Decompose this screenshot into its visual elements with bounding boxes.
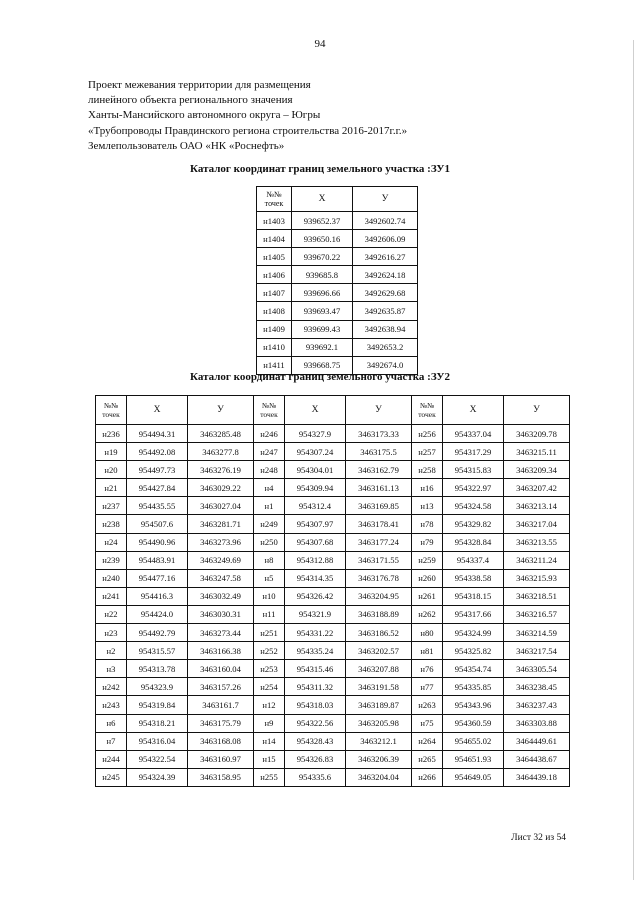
header-line: Проект межевания территории для размещения <box>88 79 311 91</box>
y-cell: 3463217.04 <box>504 515 570 533</box>
y-cell: 3463168.08 <box>188 732 254 750</box>
point-id-cell: н15 <box>254 750 285 768</box>
x-cell: 954328.43 <box>285 732 346 750</box>
x-cell: 954337.04 <box>443 425 504 443</box>
point-id-cell: н265 <box>412 750 443 768</box>
col-header-x: Х <box>292 187 353 212</box>
y-cell: 3463166.38 <box>188 642 254 660</box>
col-header-point-line2: точек <box>418 410 436 419</box>
point-id-cell: н76 <box>412 660 443 678</box>
y-cell: 3463214.59 <box>504 624 570 642</box>
y-cell: 3464449.61 <box>504 732 570 750</box>
point-id-cell: н78 <box>412 515 443 533</box>
x-cell: 954427.84 <box>127 479 188 497</box>
point-id-cell: н21 <box>96 479 127 497</box>
y-cell: 3463281.71 <box>188 515 254 533</box>
x-cell: 954326.83 <box>285 750 346 768</box>
y-cell: 3463213.55 <box>504 533 570 551</box>
x-cell: 954307.68 <box>285 533 346 551</box>
point-id-cell: н1404 <box>257 230 292 248</box>
point-id-cell: н247 <box>254 443 285 461</box>
point-id-cell: н1 <box>254 497 285 515</box>
y-cell: 3463186.52 <box>346 624 412 642</box>
table-row <box>96 551 570 569</box>
y-cell: 3463213.14 <box>504 497 570 515</box>
table-row <box>96 515 570 533</box>
y-cell: 3463161.7 <box>188 696 254 714</box>
y-cell: 3463175.79 <box>188 714 254 732</box>
table-header-row <box>96 396 570 425</box>
x-cell: 954318.03 <box>285 696 346 714</box>
table-row <box>257 302 418 320</box>
col-header-x: Х <box>285 396 346 425</box>
x-cell: 954315.46 <box>285 660 346 678</box>
y-cell: 3463202.57 <box>346 642 412 660</box>
y-cell: 3463191.58 <box>346 678 412 696</box>
y-cell: 3463209.34 <box>504 461 570 479</box>
y-cell: 3463173.33 <box>346 425 412 443</box>
x-cell: 954360.59 <box>443 714 504 732</box>
point-id-cell: н262 <box>412 605 443 623</box>
sheet-counter: Лист 32 из 54 <box>511 833 566 843</box>
document-header <box>88 78 407 154</box>
y-cell: 3463030.31 <box>188 605 254 623</box>
y-cell: 3463161.13 <box>346 479 412 497</box>
y-cell: 3463169.85 <box>346 497 412 515</box>
x-cell: 954490.96 <box>127 533 188 551</box>
point-id-cell: н250 <box>254 533 285 551</box>
table-row <box>96 443 570 461</box>
table-row <box>96 461 570 479</box>
table-row <box>257 338 418 356</box>
point-id-cell: н2 <box>96 642 127 660</box>
point-id-cell: н81 <box>412 642 443 660</box>
x-cell: 954329.82 <box>443 515 504 533</box>
y-cell: 3463032.49 <box>188 587 254 605</box>
x-cell: 954335.85 <box>443 678 504 696</box>
x-cell: 954424.0 <box>127 605 188 623</box>
point-id-cell: н79 <box>412 533 443 551</box>
point-id-cell: н10 <box>254 587 285 605</box>
col-header-x: Х <box>127 396 188 425</box>
y-cell: 3463249.69 <box>188 551 254 569</box>
point-id-cell: н245 <box>96 768 127 786</box>
point-id-cell: н75 <box>412 714 443 732</box>
table2-body <box>96 425 570 787</box>
y-cell: 3492602.74 <box>353 212 418 230</box>
y-cell: 3492624.18 <box>353 266 418 284</box>
table-row <box>96 587 570 605</box>
y-cell: 3463029.22 <box>188 479 254 497</box>
point-id-cell: н1403 <box>257 212 292 230</box>
y-cell: 3463237.43 <box>504 696 570 714</box>
point-id-cell: н263 <box>412 696 443 714</box>
point-id-cell: н6 <box>96 714 127 732</box>
point-id-cell: н254 <box>254 678 285 696</box>
table-row <box>257 320 418 338</box>
x-cell: 954343.96 <box>443 696 504 714</box>
point-id-cell: н7 <box>96 732 127 750</box>
point-id-cell: н16 <box>412 479 443 497</box>
table-row <box>96 624 570 642</box>
x-cell: 954317.29 <box>443 443 504 461</box>
x-cell: 954316.04 <box>127 732 188 750</box>
y-cell: 3463209.78 <box>504 425 570 443</box>
table-row <box>257 266 418 284</box>
header-line: линейного объекта регионального значения <box>88 94 293 107</box>
col-header-point-line2: точек <box>260 410 278 419</box>
point-id-cell: н1408 <box>257 302 292 320</box>
y-cell: 3464439.18 <box>504 768 570 786</box>
x-cell: 954324.39 <box>127 768 188 786</box>
x-cell: 954435.55 <box>127 497 188 515</box>
x-cell: 954309.94 <box>285 479 346 497</box>
y-cell: 3463160.97 <box>188 750 254 768</box>
point-id-cell: н23 <box>96 624 127 642</box>
y-cell: 3463205.98 <box>346 714 412 732</box>
x-cell: 954304.01 <box>285 461 346 479</box>
point-id-cell: н8 <box>254 551 285 569</box>
col-header-point-line2: точек <box>102 410 120 419</box>
y-cell: 3463273.44 <box>188 624 254 642</box>
y-cell: 3463212.1 <box>346 732 412 750</box>
x-cell: 939692.1 <box>292 338 353 356</box>
table-row <box>96 714 570 732</box>
point-id-cell: н259 <box>412 551 443 569</box>
x-cell: 939696.66 <box>292 284 353 302</box>
table-row <box>96 533 570 551</box>
col-header-y: У <box>353 187 418 212</box>
x-cell: 954477.16 <box>127 569 188 587</box>
point-id-cell: н14 <box>254 732 285 750</box>
x-cell: 954507.6 <box>127 515 188 533</box>
y-cell: 3463207.88 <box>346 660 412 678</box>
y-cell: 3463206.39 <box>346 750 412 768</box>
x-cell: 939693.47 <box>292 302 353 320</box>
table-row <box>96 750 570 768</box>
point-id-cell: н248 <box>254 461 285 479</box>
point-id-cell: н244 <box>96 750 127 768</box>
x-cell: 954319.84 <box>127 696 188 714</box>
table1-body <box>257 212 418 375</box>
table-row <box>96 678 570 696</box>
point-id-cell: н1409 <box>257 320 292 338</box>
point-id-cell: н260 <box>412 569 443 587</box>
y-cell: 3463276.19 <box>188 461 254 479</box>
col-header-y: У <box>504 396 570 425</box>
coordinates-table-zu1 <box>256 186 418 375</box>
y-cell: 3463216.57 <box>504 605 570 623</box>
point-id-cell: н22 <box>96 605 127 623</box>
x-cell: 954318.15 <box>443 587 504 605</box>
y-cell: 3464438.67 <box>504 750 570 768</box>
y-cell: 3463204.04 <box>346 768 412 786</box>
x-cell: 954324.58 <box>443 497 504 515</box>
y-cell: 3463204.95 <box>346 587 412 605</box>
point-id-cell: н255 <box>254 768 285 786</box>
point-id-cell: н1410 <box>257 338 292 356</box>
x-cell: 954492.79 <box>127 624 188 642</box>
table-row <box>96 425 570 443</box>
table-row <box>257 284 418 302</box>
x-cell: 954483.91 <box>127 551 188 569</box>
x-cell: 954328.84 <box>443 533 504 551</box>
x-cell: 954323.9 <box>127 678 188 696</box>
table-row <box>257 212 418 230</box>
col-header-point-line2: точек <box>264 199 284 208</box>
point-id-cell: н266 <box>412 768 443 786</box>
header-line: Ханты-Мансийского автономного округа – Югры <box>88 109 321 122</box>
x-cell: 954318.21 <box>127 714 188 732</box>
y-cell: 3463285.48 <box>188 425 254 443</box>
x-cell: 954338.58 <box>443 569 504 587</box>
table-row <box>96 479 570 497</box>
x-cell: 954327.9 <box>285 425 346 443</box>
x-cell: 954331.22 <box>285 624 346 642</box>
point-id-cell: н257 <box>412 443 443 461</box>
x-cell: 954315.83 <box>443 461 504 479</box>
table2-caption: Каталог координат границ земельного участка :ЗУ2 <box>190 371 450 383</box>
point-id-cell: н3 <box>96 660 127 678</box>
x-cell: 939652.37 <box>292 212 353 230</box>
table-row <box>96 696 570 714</box>
x-cell: 954655.02 <box>443 732 504 750</box>
table-row <box>257 248 418 266</box>
point-id-cell: н252 <box>254 642 285 660</box>
y-cell: 3463160.04 <box>188 660 254 678</box>
x-cell: 954321.9 <box>285 605 346 623</box>
point-id-cell: н1405 <box>257 248 292 266</box>
y-cell: 3492635.87 <box>353 302 418 320</box>
y-cell: 3492629.68 <box>353 284 418 302</box>
x-cell: 954494.31 <box>127 425 188 443</box>
x-cell: 954322.97 <box>443 479 504 497</box>
table-row <box>257 230 418 248</box>
x-cell: 954492.08 <box>127 443 188 461</box>
table-row <box>96 732 570 750</box>
y-cell: 3492653.2 <box>353 338 418 356</box>
point-id-cell: н12 <box>254 696 285 714</box>
x-cell: 954307.97 <box>285 515 346 533</box>
x-cell: 939685.8 <box>292 266 353 284</box>
x-cell: 954322.56 <box>285 714 346 732</box>
page-number: 94 <box>314 38 326 50</box>
x-cell: 954324.99 <box>443 624 504 642</box>
y-cell: 3463189.87 <box>346 696 412 714</box>
x-cell: 954649.05 <box>443 768 504 786</box>
x-cell: 954317.66 <box>443 605 504 623</box>
x-cell: 954651.93 <box>443 750 504 768</box>
x-cell: 954354.74 <box>443 660 504 678</box>
y-cell: 3463027.04 <box>188 497 254 515</box>
col-header-point <box>257 187 292 212</box>
y-cell: 3463215.11 <box>504 443 570 461</box>
x-cell: 954337.4 <box>443 551 504 569</box>
y-cell: 3492638.94 <box>353 320 418 338</box>
point-id-cell: н256 <box>412 425 443 443</box>
table-row <box>96 660 570 678</box>
point-id-cell: н242 <box>96 678 127 696</box>
point-id-cell: н19 <box>96 443 127 461</box>
point-id-cell: н11 <box>254 605 285 623</box>
table-row <box>96 768 570 786</box>
col-header-point <box>96 396 127 425</box>
y-cell: 3492606.09 <box>353 230 418 248</box>
header-line: Землепользователь ОАО «НК «Роснефть» <box>88 139 285 152</box>
point-id-cell: н13 <box>412 497 443 515</box>
col-header-x: Х <box>443 396 504 425</box>
y-cell: 3463188.89 <box>346 605 412 623</box>
x-cell: 954326.42 <box>285 587 346 605</box>
col-header-point <box>254 396 285 425</box>
point-id-cell: н1406 <box>257 266 292 284</box>
x-cell: 954312.4 <box>285 497 346 515</box>
point-id-cell: н236 <box>96 425 127 443</box>
coordinates-table-zu2 <box>95 395 570 787</box>
header-line: «Трубопроводы Правдинского региона строительства 2016-2017г.г.» <box>88 124 408 137</box>
x-cell: 939699.43 <box>292 320 353 338</box>
col-header-point <box>412 396 443 425</box>
point-id-cell: н251 <box>254 624 285 642</box>
y-cell: 3463238.45 <box>504 678 570 696</box>
point-id-cell: н5 <box>254 569 285 587</box>
col-header-point-line1: №№ <box>103 401 119 410</box>
point-id-cell: н253 <box>254 660 285 678</box>
y-cell: 3492674.0 <box>353 356 418 374</box>
point-id-cell: н77 <box>412 678 443 696</box>
y-cell: 3463171.55 <box>346 551 412 569</box>
x-cell: 954307.24 <box>285 443 346 461</box>
point-id-cell: н249 <box>254 515 285 533</box>
col-header-y: У <box>346 396 412 425</box>
y-cell: 3463176.78 <box>346 569 412 587</box>
point-id-cell: н20 <box>96 461 127 479</box>
y-cell: 3463247.58 <box>188 569 254 587</box>
y-cell: 3463215.93 <box>504 569 570 587</box>
col-header-point-line1: №№ <box>419 401 435 410</box>
col-header-point-line1: №№ <box>266 190 282 199</box>
y-cell: 3463177.24 <box>346 533 412 551</box>
y-cell: 3463218.51 <box>504 587 570 605</box>
table-row <box>96 605 570 623</box>
point-id-cell: н24 <box>96 533 127 551</box>
point-id-cell: н238 <box>96 515 127 533</box>
y-cell: 3463158.95 <box>188 768 254 786</box>
point-id-cell: н1407 <box>257 284 292 302</box>
y-cell: 3463162.79 <box>346 461 412 479</box>
x-cell: 954313.78 <box>127 660 188 678</box>
x-cell: 954322.54 <box>127 750 188 768</box>
x-cell: 954314.35 <box>285 569 346 587</box>
y-cell: 3492616.27 <box>353 248 418 266</box>
point-id-cell: н264 <box>412 732 443 750</box>
x-cell: 939670.22 <box>292 248 353 266</box>
x-cell: 954335.24 <box>285 642 346 660</box>
y-cell: 3463207.42 <box>504 479 570 497</box>
x-cell: 954312.88 <box>285 551 346 569</box>
x-cell: 954325.82 <box>443 642 504 660</box>
col-header-point-line1: №№ <box>261 401 277 410</box>
point-id-cell: н4 <box>254 479 285 497</box>
point-id-cell: н239 <box>96 551 127 569</box>
col-header-y: У <box>188 396 254 425</box>
point-id-cell: н80 <box>412 624 443 642</box>
point-id-cell: н246 <box>254 425 285 443</box>
point-id-cell: н241 <box>96 587 127 605</box>
table-row <box>96 569 570 587</box>
y-cell: 3463178.41 <box>346 515 412 533</box>
table1-caption: Каталог координат границ земельного участка :ЗУ1 <box>190 163 450 175</box>
table-row <box>96 642 570 660</box>
x-cell: 954416.3 <box>127 587 188 605</box>
y-cell: 3463157.26 <box>188 678 254 696</box>
point-id-cell: н261 <box>412 587 443 605</box>
x-cell: 954497.73 <box>127 461 188 479</box>
point-id-cell: н240 <box>96 569 127 587</box>
point-id-cell: н9 <box>254 714 285 732</box>
y-cell: 3463217.54 <box>504 642 570 660</box>
table-row <box>96 497 570 515</box>
y-cell: 3463273.96 <box>188 533 254 551</box>
point-id-cell: н258 <box>412 461 443 479</box>
y-cell: 3463277.8 <box>188 443 254 461</box>
point-id-cell: н243 <box>96 696 127 714</box>
table-header-row <box>257 187 418 212</box>
x-cell: 954311.32 <box>285 678 346 696</box>
point-id-cell: н237 <box>96 497 127 515</box>
y-cell: 3463305.54 <box>504 660 570 678</box>
y-cell: 3463175.5 <box>346 443 412 461</box>
x-cell: 954335.6 <box>285 768 346 786</box>
point-id-cell: н1411 <box>257 356 292 374</box>
x-cell: 939668.75 <box>292 356 353 374</box>
y-cell: 3463211.24 <box>504 551 570 569</box>
y-cell: 3463303.88 <box>504 714 570 732</box>
x-cell: 954315.57 <box>127 642 188 660</box>
x-cell: 939650.16 <box>292 230 353 248</box>
